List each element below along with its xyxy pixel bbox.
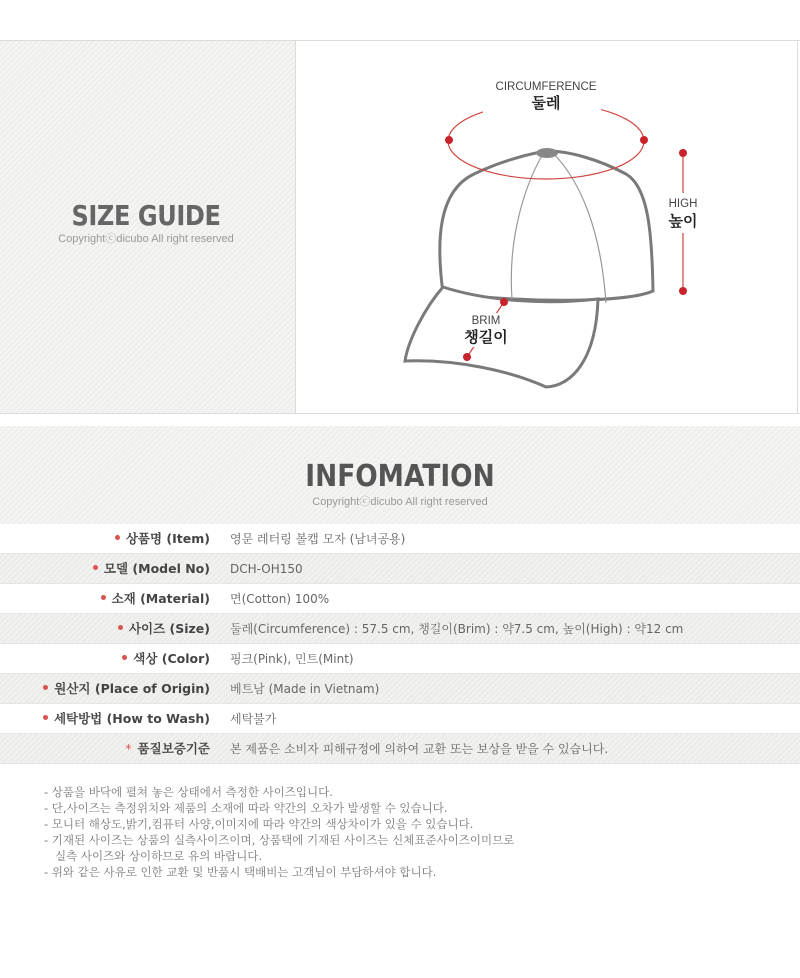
- table-row: [0, 674, 800, 704]
- information-copyright: Copyrightⓒdicubo All right reserved: [312, 496, 488, 508]
- brim-label-ko: 챙길이: [464, 328, 508, 346]
- row-label: [122, 644, 210, 674]
- size-guide-title: SIZE GUIDE: [71, 199, 221, 232]
- table-row: [0, 614, 800, 644]
- row-label: [125, 734, 210, 764]
- row-value: 세탁불가: [230, 712, 277, 726]
- bullet-dot-icon: [115, 535, 120, 540]
- row-label: [101, 584, 210, 614]
- circumference-point-left: [445, 136, 453, 144]
- note-line: - 상품을 바닥에 펼쳐 놓은 상태에서 측정한 사이즈입니다.: [44, 785, 333, 799]
- row-value: 면(Cotton) 100%: [230, 592, 330, 606]
- cap-button: [536, 148, 558, 158]
- note-line: - 위와 같은 사유로 인한 교환 및 반품시 택배비는 고객님이 부담하셔야 합니다.: [44, 865, 437, 879]
- information-title: INFOMATION: [305, 459, 495, 494]
- row-value: 핑크(Pink), 민트(Mint): [230, 652, 354, 666]
- row-value: 영문 레터링 볼캡 모자 (남녀공용): [230, 532, 406, 546]
- row-label: [115, 524, 210, 554]
- high-label-ko: 높이: [668, 212, 698, 230]
- row-label: [93, 554, 210, 584]
- row-label-text: 사이즈 (Size): [128, 621, 210, 636]
- row-label-text: 세탁방법 (How to Wash): [53, 711, 210, 726]
- table-row: [0, 734, 800, 764]
- brim-point-bottom: [463, 353, 471, 361]
- cap-diagram-panel: [296, 41, 798, 413]
- row-label-text: 소재 (Material): [111, 591, 210, 606]
- bullet-dot-icon: [43, 685, 48, 690]
- row-label-text: 색상 (Color): [133, 651, 210, 666]
- row-label-text: 모델 (Model No): [103, 561, 210, 576]
- high-label-en: HIGH: [668, 198, 698, 210]
- circumference-label-ko: 둘레: [531, 94, 561, 112]
- row-value: 둘레(Circumference) : 57.5 cm, 챙길이(Brim) : 약7.5 cm, 높이(High) : 약12 cm: [230, 622, 684, 636]
- circumference-label-en: CIRCUMFERENCE: [495, 81, 597, 93]
- row-value: DCH-OH150: [230, 562, 303, 576]
- information-header: [0, 426, 800, 524]
- circumference-point-right: [640, 136, 648, 144]
- size-guide-panel: [0, 41, 296, 413]
- note-line: - 모니터 해상도,밝기,컴퓨터 사양,이미지에 따라 약간의 색상차이가 있을 수 있습니다.: [44, 817, 474, 831]
- note-line: - 단,사이즈는 측정위치와 제품의 소재에 따라 약간의 오차가 발생할 수 있습니다.: [44, 801, 448, 815]
- bullet-dot-icon: [118, 625, 123, 630]
- bullet-dot-icon: [122, 655, 127, 660]
- table-row: [0, 644, 800, 674]
- row-value: 베트남 (Made in Vietnam): [230, 682, 380, 696]
- row-label-text: 상품명 (Item): [125, 531, 210, 546]
- brim-point-top: [500, 298, 508, 306]
- row-label: [43, 674, 210, 704]
- table-row: [0, 704, 800, 734]
- size-guide-section: [0, 40, 800, 414]
- cap-crown-outline: [440, 151, 653, 300]
- information-table: [0, 524, 800, 764]
- bullet-dot-icon: [93, 565, 98, 570]
- brim-label-en: BRIM: [471, 315, 501, 327]
- table-row: [0, 554, 800, 584]
- notes-list: [44, 784, 764, 880]
- row-label-text: 품질보증기준: [137, 741, 210, 756]
- row-label-text: 원산지 (Place of Origin): [54, 681, 210, 696]
- cap-diagram: [296, 41, 798, 413]
- row-label: [118, 614, 210, 644]
- row-label: [43, 704, 210, 734]
- size-guide-copyright: Copyrightⓒdicubo All right reserved: [58, 233, 234, 245]
- bullet-dot-icon: [101, 595, 106, 600]
- row-value: 본 제품은 소비자 피해규정에 의하여 교환 또는 보상을 받을 수 있습니다.: [230, 742, 609, 756]
- asterisk-icon: *: [125, 741, 132, 756]
- bullet-dot-icon: [43, 715, 48, 720]
- height-point-bottom: [679, 287, 687, 295]
- note-line: - 기재된 사이즈는 상품의 실측사이즈이며, 상품택에 기재된 사이즈는 신체표준사이즈이미므로: [44, 833, 515, 847]
- table-row: [0, 584, 800, 614]
- note-line: 실측 사이즈와 상이하므로 유의 바랍니다.: [44, 849, 263, 863]
- table-row: [0, 524, 800, 554]
- height-point-top: [679, 149, 687, 157]
